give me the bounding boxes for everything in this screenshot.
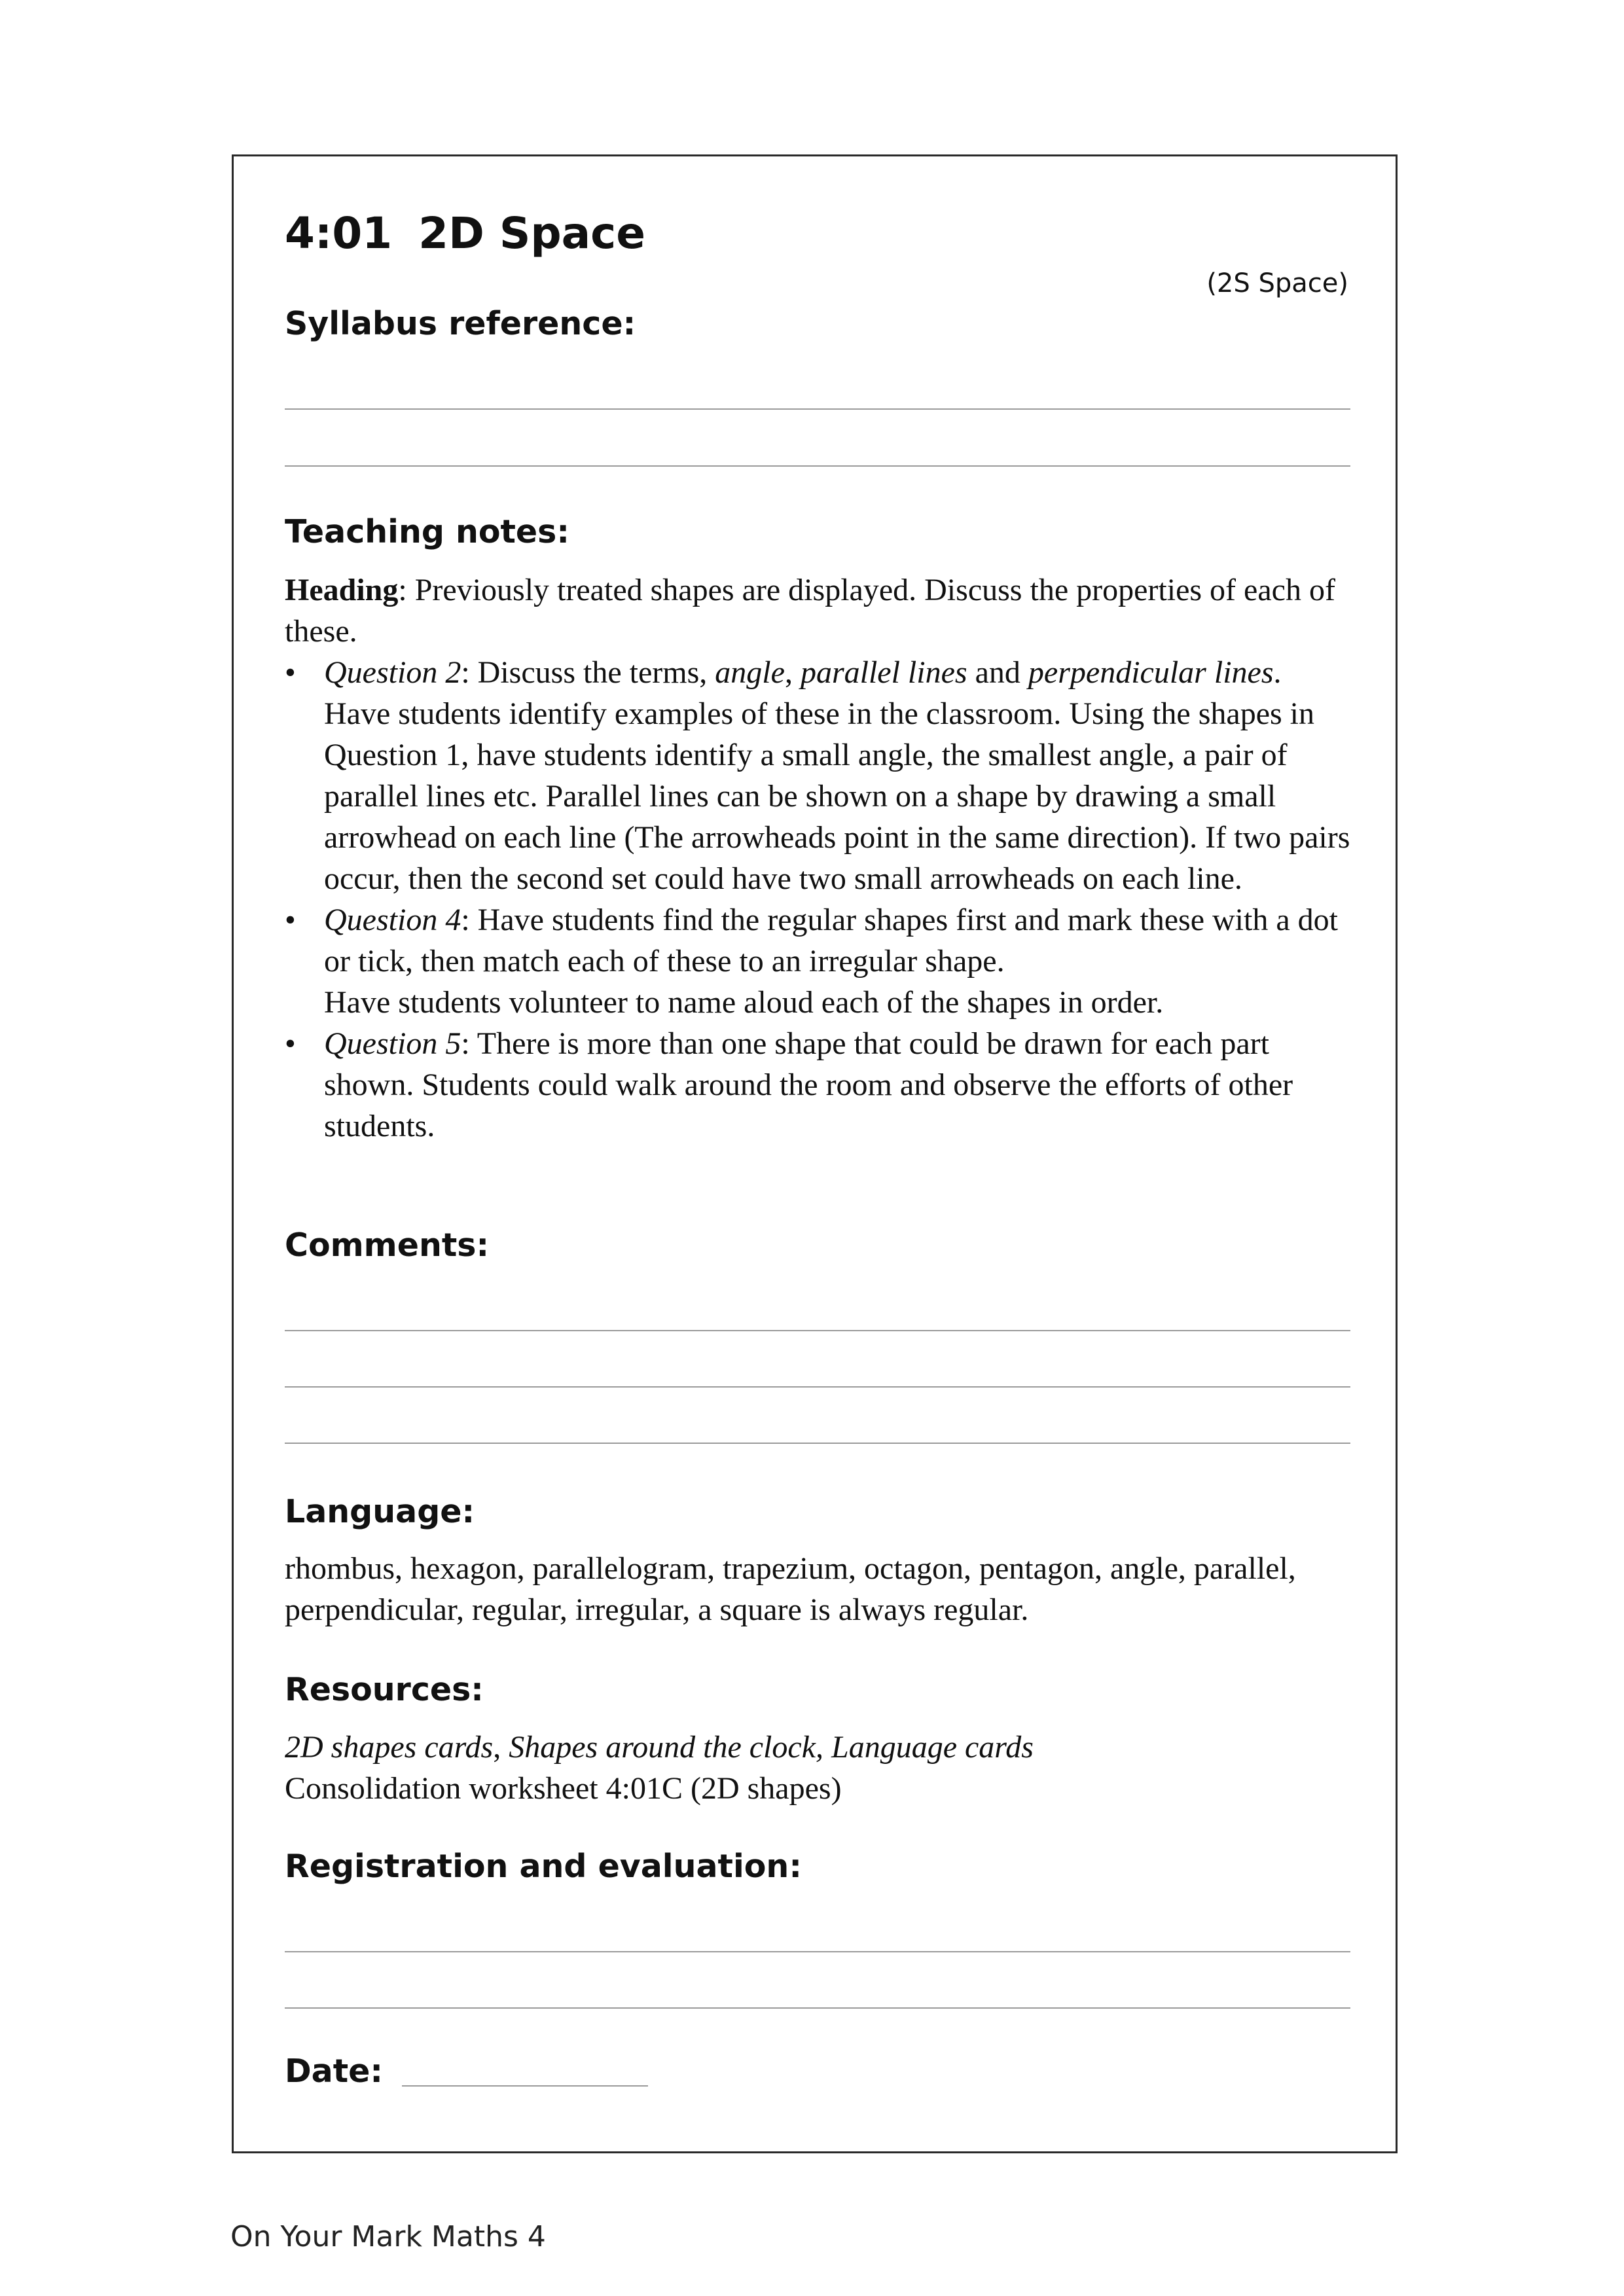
syllabus-line-2	[285, 465, 1350, 467]
term-angle: angle	[715, 655, 785, 690]
heading-note-text: : Previously treated shapes are displayed. Discuss the properties of each of these.	[285, 573, 1335, 649]
strand-code: (2S Space)	[1206, 268, 1348, 298]
resources-line-1	[285, 1727, 1358, 1768]
note-question-5	[285, 1023, 1358, 1147]
question-5-text: : There is more than one shape that could be drawn for each part shown. Students could walk around the room and observe the efforts of other students.	[324, 1026, 1293, 1143]
resource-clock-language-cards: Shapes around the clock, Language cards	[509, 1730, 1034, 1765]
note-question-4	[285, 899, 1358, 1023]
registration-line-1	[285, 1951, 1350, 1952]
teaching-notes-heading: Teaching notes:	[285, 513, 569, 550]
term-and: and	[967, 655, 1028, 690]
lesson-name: 2D Space	[418, 208, 646, 259]
heading-note-label: Heading	[285, 573, 399, 607]
term-perpendicular-lines: perpendicular lines	[1028, 655, 1274, 690]
question-2-label: Question 2	[324, 655, 461, 690]
question-4-label: Question 4	[324, 903, 461, 937]
date-line	[402, 2085, 648, 2087]
lesson-number: 4:01	[285, 208, 393, 259]
term-parallel-lines: parallel lines	[800, 655, 967, 690]
comments-line-1	[285, 1330, 1350, 1331]
footer-text: On Your Mark Maths 4	[230, 2220, 546, 2253]
lesson-title	[285, 208, 645, 259]
date-label: Date:	[285, 2053, 383, 2090]
teaching-notes-body	[285, 569, 1358, 1147]
comments-heading: Comments:	[285, 1227, 490, 1264]
question-4-text-2: Have students volunteer to name aloud each of the shapes in order.	[324, 985, 1164, 1020]
question-2-intro: : Discuss the terms,	[461, 655, 715, 690]
comments-line-3	[285, 1443, 1350, 1444]
syllabus-heading: Syllabus reference:	[285, 305, 636, 342]
syllabus-line-1	[285, 408, 1350, 410]
question-2-text: Have students identify examples of these in the classroom. Using the shapes in Question 1, have students identify a small angle, the smallest angle, a pair of parallel lines etc. Parallel lines can be shown on a shape by drawing a small arrowhead on each line (The arrowheads point in the same direction). If two pairs occur, then the second set could have two small arrowheads on each line.	[324, 696, 1350, 896]
language-heading: Language:	[285, 1493, 475, 1530]
registration-line-2	[285, 2007, 1350, 2009]
resources-list	[285, 1727, 1358, 1809]
term-separator: ,	[784, 655, 801, 690]
question-4-text: : Have students find the regular shapes first and mark these with a dot or tick, then match each of these to an irregular shape.	[324, 903, 1338, 978]
resource-separator: ,	[493, 1730, 509, 1765]
comments-line-2	[285, 1386, 1350, 1388]
resource-worksheet: Consolidation worksheet 4:01C (2D shapes)	[285, 1771, 842, 1806]
heading-note	[285, 569, 1358, 652]
registration-heading: Registration and evaluation:	[285, 1848, 802, 1885]
question-notes-list	[285, 652, 1358, 1147]
resource-shapes-cards: 2D shapes cards	[285, 1730, 494, 1765]
note-question-2	[285, 652, 1358, 899]
resources-heading: Resources:	[285, 1671, 484, 1708]
term-end: .	[1273, 655, 1282, 690]
language-text: rhombus, hexagon, parallelogram, trapezium, octagon, pentagon, angle, parallel, perpendicular, regular, irregular, a square is always regular.	[285, 1551, 1296, 1627]
question-5-label: Question 5	[324, 1026, 461, 1061]
